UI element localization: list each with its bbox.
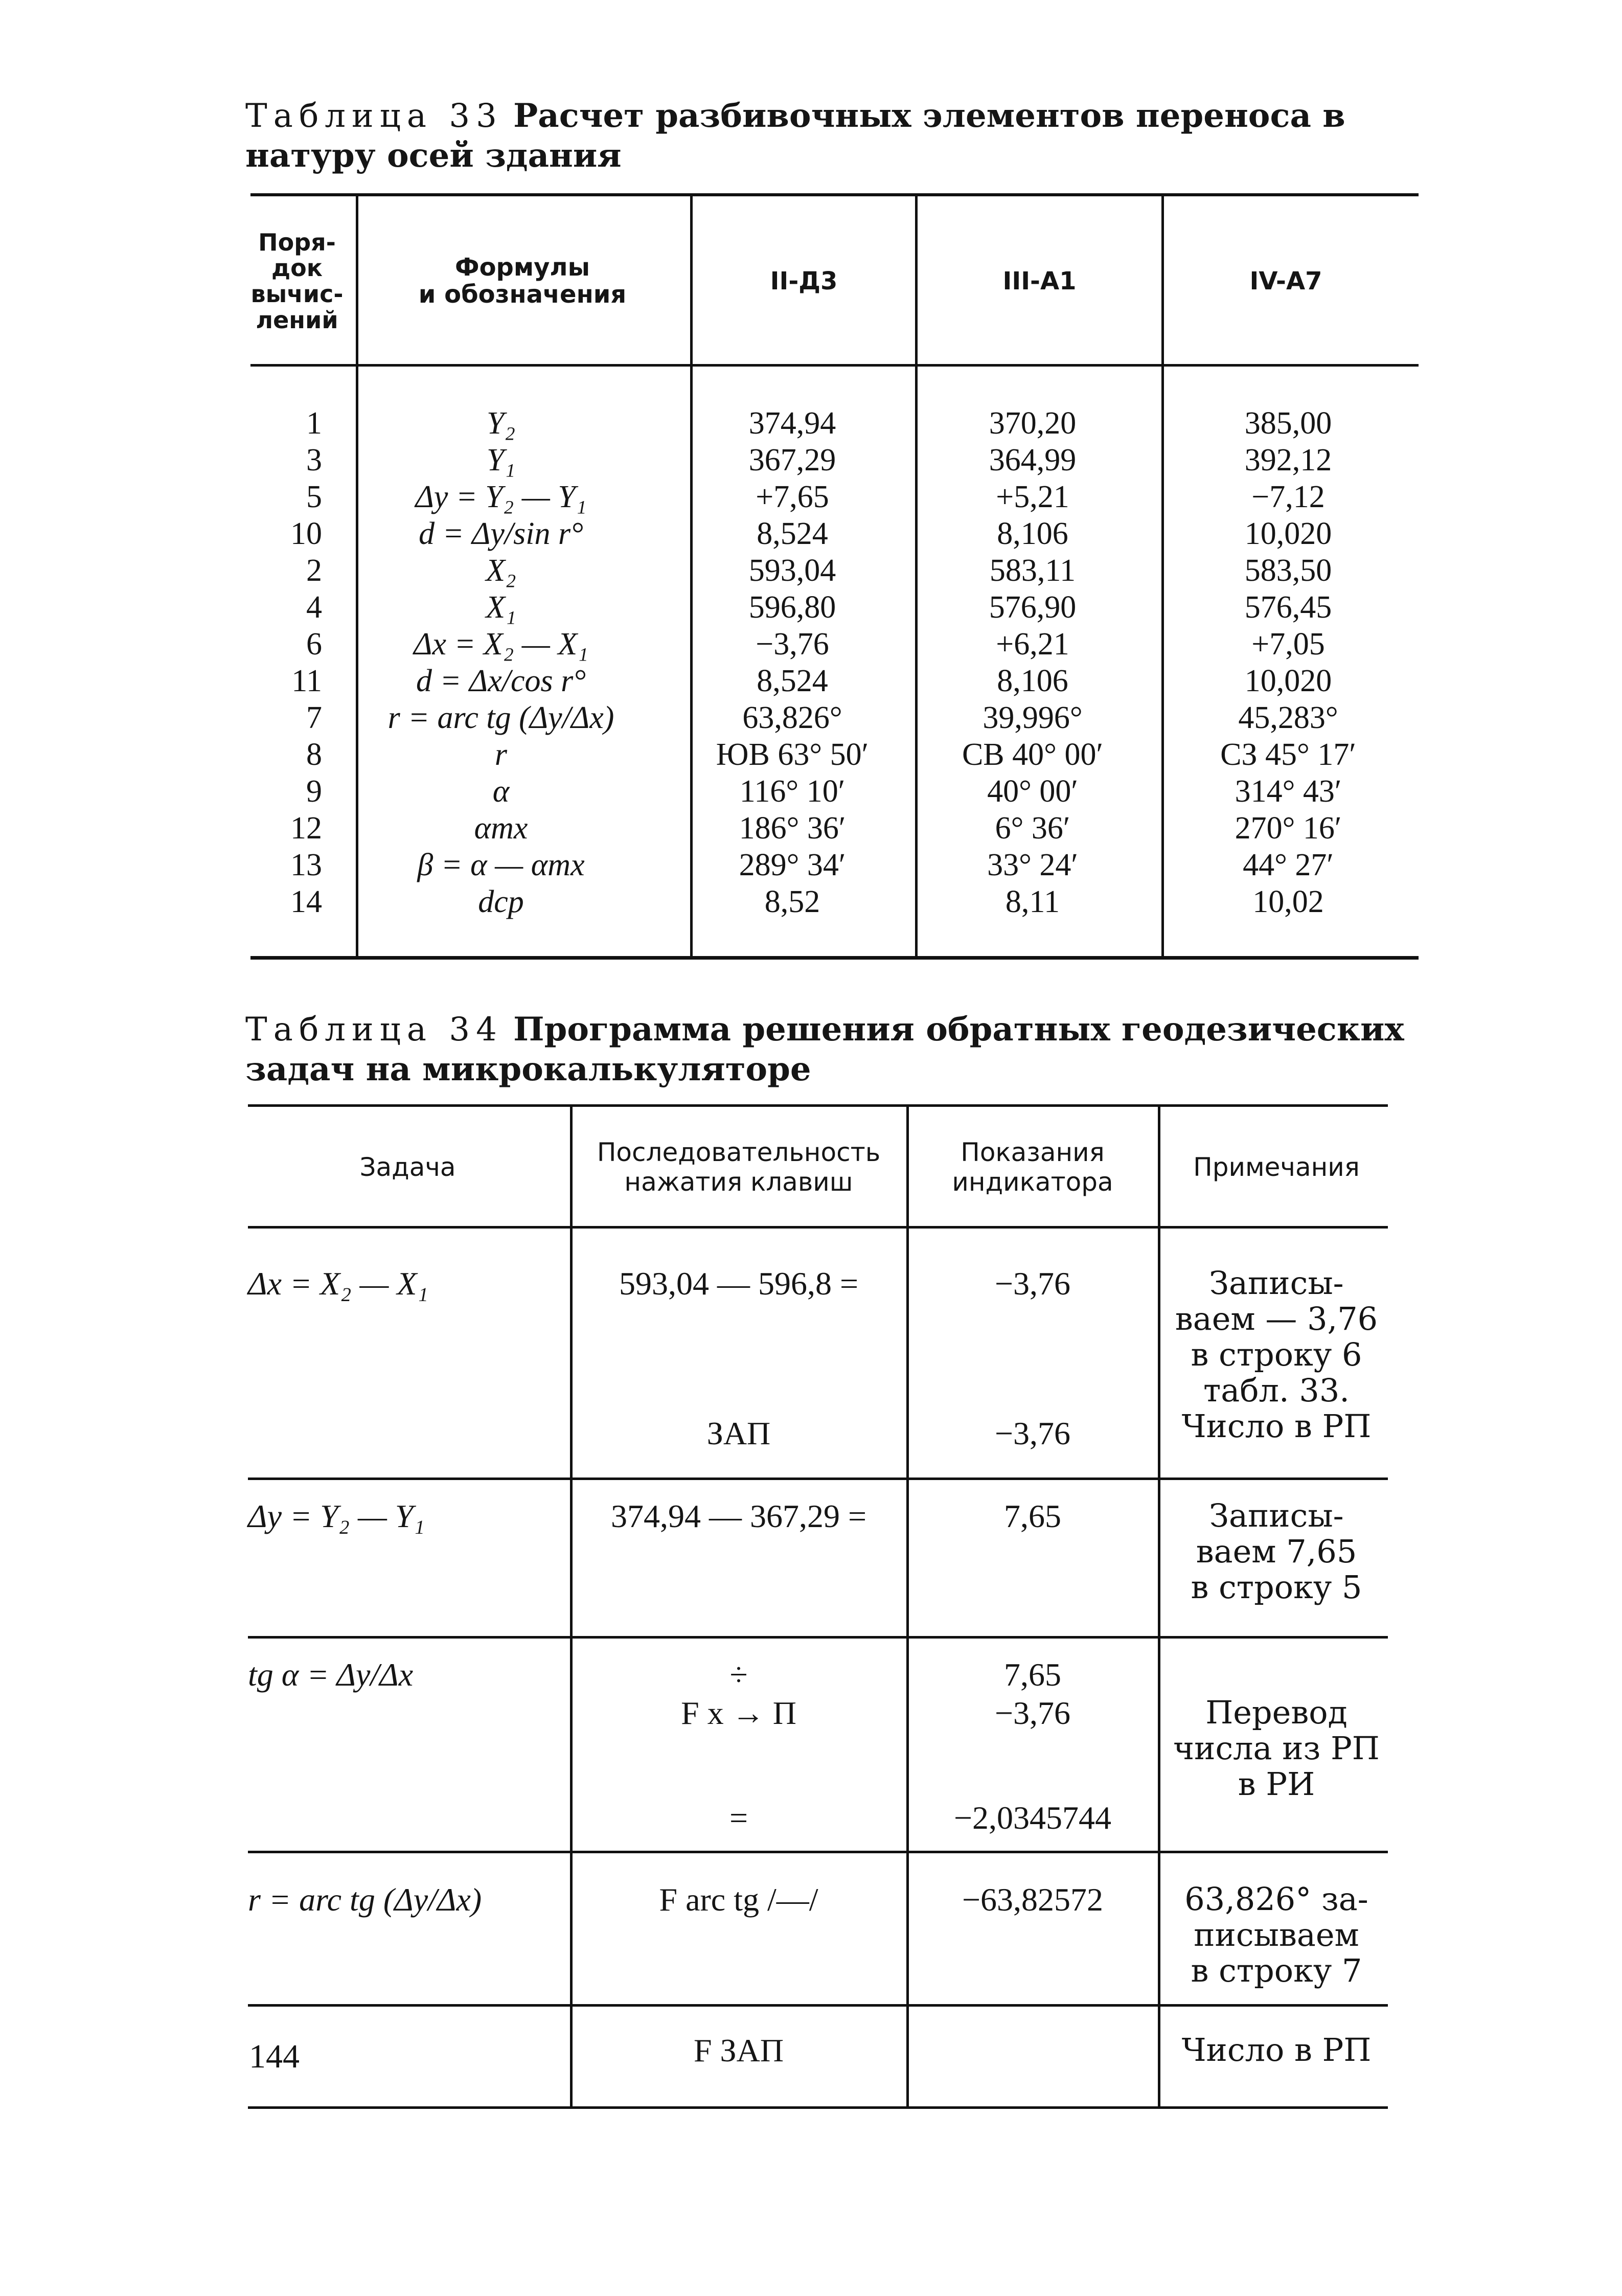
t34-note-line: Число в РП [1181,1407,1372,1445]
t33-cell-col1: 8,524 [757,664,828,698]
table33-label: Таблица 33 [245,97,503,135]
t34-key: ЗАП [706,1415,771,1451]
table33-body [240,405,1416,937]
t33-cell-order: 13 [290,848,322,882]
t33-cell-col1: 367,29 [748,443,836,478]
t33-cell-order: 6 [306,627,322,662]
t34-top-rule [248,1104,1388,1107]
t33-header-col2: III-A1 [1002,266,1077,295]
t34-display: −3,76 [994,1695,1071,1731]
t34-note-line: Перевод [1205,1694,1347,1731]
t33-cell-order: 8 [306,737,322,772]
table33-caption [245,96,1421,176]
t33-cell-formula: α [492,774,510,809]
t33-cell-col2: 8,106 [997,664,1068,698]
t33-cell-col2: 8,11 [1005,884,1060,919]
t34-task: Δx = X₂ — X₁ [248,1265,428,1302]
t34-note-line: 63,826° за- [1184,1880,1368,1918]
t34-key: F ЗАП [693,2032,784,2068]
t33-header-order [240,199,354,363]
t33-cell-col3: 44° 27′ [1243,848,1334,882]
t33-row [240,883,1416,920]
t33-cell-col1: +7,65 [756,480,829,514]
t34-note-line: ваем — 3,76 [1175,1300,1378,1337]
t34-key: = [729,1800,748,1836]
t33-row [240,773,1416,810]
t33-row [240,515,1416,552]
t33-cell-col3: 10,020 [1244,516,1332,551]
t34-note-line: Записы- [1209,1497,1344,1534]
t33-cell-col2: 39,996° [983,700,1083,735]
t34-display: 7,65 [1004,1656,1061,1693]
t33-cell-order: 11 [291,664,322,698]
t33-cell-col3: 576,45 [1244,590,1332,625]
t34-key: 374,94 — 367,29 = [610,1498,867,1534]
t34-note-line: табл. 33. [1203,1372,1350,1409]
t33-cell-formula: dср [478,884,524,919]
t33-header-order-line: лений [256,306,338,334]
t33-row [240,589,1416,626]
t34-header-keys-line: нажатия клавиш [624,1167,853,1197]
t34-vline-2 [906,1107,909,2106]
t33-cell-col3: 392,12 [1244,443,1332,478]
t33-cell-order: 2 [306,553,322,588]
t33-cell-formula: Δx = X₂ — X₁ [414,627,588,662]
t33-cell-formula: d = Δx/cos r° [416,664,586,698]
t33-header-order-line: вычис- [250,280,344,308]
t34-note-line: в строку 5 [1191,1568,1362,1606]
t33-cell-formula: Y₂ [486,406,516,441]
t33-cell-formula: r [494,737,508,772]
t33-row [240,405,1416,442]
t33-cell-col2: +5,21 [996,480,1069,514]
t33-cell-col2: СВ 40° 00′ [962,737,1104,772]
t33-cell-col3: СЗ 45° 17′ [1220,737,1356,772]
table34-label: Таблица 34 [245,1011,503,1049]
t33-header-formulas [359,199,686,363]
t33-top-rule [250,193,1419,196]
t33-cell-col3: 10,02 [1252,884,1324,919]
t33-header-col1: II-Д3 [770,266,838,295]
t34-task: tg α = Δy/Δx [248,1656,414,1693]
t34-header-display [910,1109,1155,1224]
t33-cell-col2: 364,99 [989,443,1077,478]
t33-cell-col2: 370,20 [989,406,1077,441]
t33-cell-formula: d = Δy/sin r° [419,516,583,551]
t34-note-line: в РИ [1238,1765,1315,1803]
t34-display: 7,65 [1004,1498,1061,1534]
t34-group-rule-2 [248,1636,1388,1639]
t34-display: −2,0345744 [953,1800,1112,1836]
t33-row [240,552,1416,589]
t33-cell-formula: β = α — αтх [417,848,585,882]
t33-cell-col1: 8,524 [757,516,828,551]
t34-note [1161,1498,1391,1605]
t34-note-line: ваем 7,65 [1196,1533,1357,1570]
t33-row [240,810,1416,847]
t34-note-line: Записы- [1209,1264,1344,1302]
t34-task: r = arc tg (Δy/Δx) [248,1881,482,1918]
t34-note-line: в строку 7 [1191,1952,1362,1989]
table34-title: Программа решения обратных геодезических задач на микрокалькуляторе [245,1010,1404,1088]
t34-note [1161,1265,1391,1444]
t33-cell-formula: αтх [474,811,528,846]
t33-cell-col1: 289° 34′ [739,848,846,882]
t34-key: F x → П [681,1695,796,1731]
t34-header-display-line: Показания [961,1137,1105,1167]
t33-cell-col2: 583,11 [989,553,1076,588]
t33-row [240,699,1416,736]
t34-group-rule-1 [248,1477,1388,1480]
t33-row [240,663,1416,699]
t33-cell-col3: 314° 43′ [1235,774,1342,809]
t33-cell-col2: 40° 00′ [987,774,1078,809]
table33-title: Расчет разбивочных элементов переноса в натуру осей здания [245,97,1345,175]
t33-cell-order: 5 [306,480,322,514]
t33-row [240,442,1416,479]
t34-header-rule [248,1226,1388,1229]
t34-key: F arc tg /—/ [659,1881,818,1918]
t33-header-rule [250,364,1419,367]
t33-cell-formula: Y₁ [486,443,516,478]
t33-row [240,479,1416,515]
t33-cell-order: 12 [290,811,322,846]
t34-note-line: писываем [1194,1916,1359,1953]
t33-row [240,847,1416,883]
t34-display: −3,76 [994,1415,1071,1451]
t33-cell-col1: ЮВ 63° 50′ [716,737,869,772]
t33-cell-col1: 186° 36′ [739,811,846,846]
t34-note [1161,2032,1391,2068]
t33-cell-col1: 63,826° [742,700,842,735]
t34-display: −63,82572 [962,1881,1104,1918]
t33-cell-order: 9 [306,774,322,809]
t33-header-order-line: Поря- [258,228,336,256]
t33-cell-col3: 385,00 [1244,406,1332,441]
page-number: 144 [249,2038,300,2075]
t33-row [240,736,1416,773]
t33-cell-order: 4 [306,590,322,625]
t33-cell-col3: 270° 16′ [1235,811,1342,846]
t33-cell-formula: Δy = Y₂ — Y₁ [415,480,587,514]
t33-cell-col2: 576,90 [989,590,1077,625]
t33-bottom-rule [250,956,1419,960]
table33-header [240,199,1416,363]
t33-cell-col3: 583,50 [1244,553,1332,588]
t33-cell-col1: 596,80 [748,590,836,625]
t33-cell-col2: 33° 24′ [987,848,1078,882]
t33-header-formulas-line: Формулы [454,253,590,282]
t33-header-order-line: док [271,254,323,282]
t33-header-formulas-line: и обозначения [418,280,627,309]
t34-header-keys-line: Последовательность [597,1137,881,1167]
t34-header-keys [574,1109,904,1224]
t34-group-rule-4 [248,2004,1388,2007]
t33-cell-col1: 593,04 [748,553,836,588]
t33-cell-order: 10 [290,516,322,551]
t34-note-line: в строку 6 [1191,1336,1362,1373]
t34-header-notes: Примечания [1193,1152,1360,1182]
t34-header-display-line: индикатора [952,1167,1113,1197]
t33-cell-col3: 10,020 [1244,664,1332,698]
t34-display: −3,76 [994,1265,1071,1302]
t33-cell-order: 3 [306,443,322,478]
t34-group-rule-3 [248,1851,1388,1853]
t33-cell-col2: +6,21 [996,627,1069,662]
t33-cell-col3: +7,05 [1251,627,1325,662]
t33-cell-col1: −3,76 [756,627,829,662]
t34-note-line: числа из РП [1173,1730,1380,1767]
t34-task: Δy = Y₂ — Y₁ [248,1498,425,1534]
t33-row [240,626,1416,663]
t33-cell-order: 7 [306,700,322,735]
t33-cell-col1: 374,94 [748,406,836,441]
table34-caption [245,1010,1421,1089]
t34-vline-1 [570,1107,573,2106]
t34-note-line: Число в РП [1181,2031,1372,2068]
t34-key: 593,04 — 596,8 = [619,1265,859,1302]
t33-cell-order: 1 [306,406,322,441]
t33-cell-formula: r = arc tg (Δy/Δx) [387,700,614,735]
t34-bottom-rule [248,2106,1388,2109]
t33-cell-order: 14 [290,884,322,919]
t33-cell-formula: X₁ [486,590,516,625]
t33-cell-col1: 116° 10′ [739,774,846,809]
t34-key: ÷ [729,1656,748,1693]
t34-note [1161,1881,1391,1989]
t33-cell-col2: 8,106 [997,516,1068,551]
t33-cell-col2: 6° 36′ [995,811,1070,846]
t33-header-col3: IV-A7 [1249,266,1322,295]
t33-cell-col3: 45,283° [1238,700,1338,735]
t33-cell-col3: −7,12 [1251,480,1325,514]
t34-note [1161,1695,1391,1802]
t34-header-task: Задача [359,1152,456,1182]
t33-cell-col1: 8,52 [764,884,820,919]
t34-vline-3 [1158,1107,1160,2106]
t33-cell-formula: X₂ [486,553,516,588]
